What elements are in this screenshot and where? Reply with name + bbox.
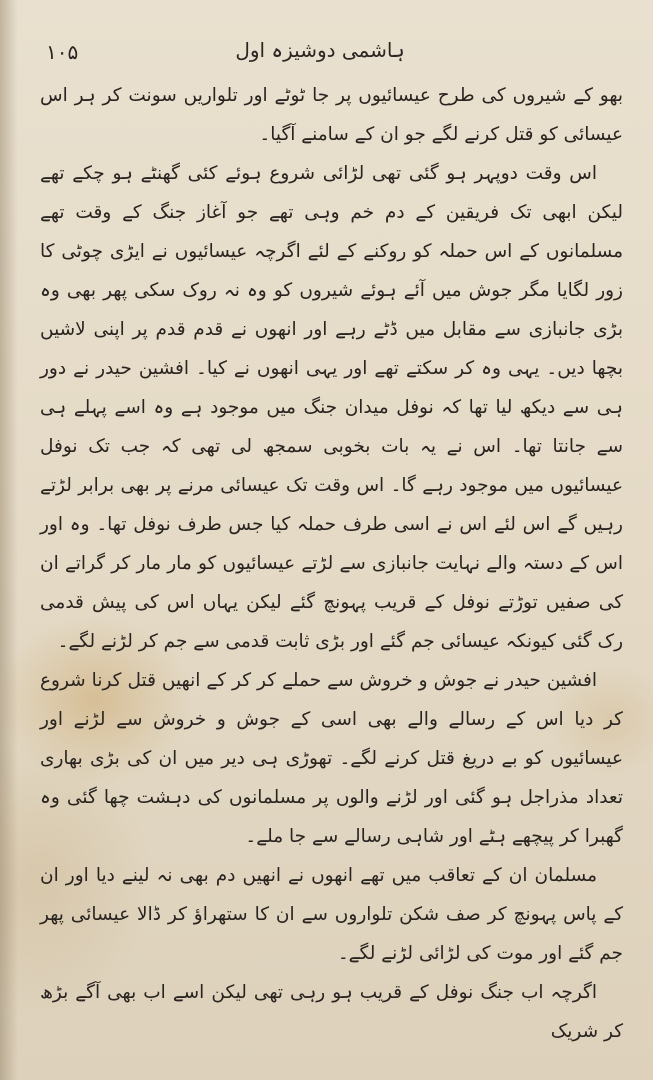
page-binding-shadow xyxy=(0,0,18,1080)
paragraph-2: اس وقت دوپہر ہو گئی تھی لڑائی شروع ہوئے کئی گھنٹے ہو چکے تھے لیکن ابھی تک فریقین کے دم خم وہی تھے جو آغاز جنگ کے وقت تھے مسلمانوں کے اس حملہ کو روکنے کے لئے اگرچہ عیسائیوں نے ایڑی چوٹی کا زور لگایا مگر جوش میں آئے ہوئے شیروں کو وہ نہ روک سکی پھر بھی وہ بڑی جانبازی سے مقابل میں ڈٹے رہے اور انھوں نے قدم قدم پر اپنی لاشیں بچھا دیں۔ یہی وہ کر سکتے تھے اور یہی انھوں نے کیا۔ افشین حیدر نے دور ہی سے دیکھ لیا تھا کہ نوفل میدان جنگ میں موجود ہے وہ اسے پہلے ہی سے جانتا تھا۔ اس نے یہ بات بخوبی سمجھ لی تھی کہ جب تک نوفل عیسائیوں میں موجود رہے گا۔ اس وقت تک عیسائی مرنے پر بھی برابر لڑتے رہیں گے اس لئے اس نے اسی طرف حملہ کیا جس طرف نوفل تھا۔ وہ اور اس کے دستہ والے نہایت جانبازی سے لڑتے عیسائیوں کو مار مار کر گراتے ان کی صفیں توڑتے نوفل کے قریب پہونچ گئے لیکن یہاں اس کی پیش قدمی رک گئی کیونکہ عیسائی جم گئے اور بڑی ثابت قدمی سے جم کر لڑنے لگے۔ xyxy=(40,163,623,652)
body-text xyxy=(40,76,623,1040)
paragraph-1: بھو کے شیروں کی طرح عیسائیوں پر جا ٹوٹے اور تلواریں سونت کر ہر اس عیسائی کو قتل کرنے لگے جو ان کے سامنے آگیا۔ xyxy=(40,85,623,145)
paragraph-4: مسلمان ان کے تعاقب میں تھے انھوں نے انھیں دم بھی نہ لینے دیا اور ان کے پاس پہونچ کر صف شکن تلواروں سے ان کا ستھراؤ کر ڈالا عیسائی پھر جم گئے اور موت کی لڑائی لڑنے لگے۔ xyxy=(40,865,623,964)
page-number: ۱۰۵ xyxy=(46,40,79,64)
paragraph-3: افشین حیدر نے جوش و خروش سے حملے کر کر کے انھیں قتل کرنا شروع کر دیا اس کے رسالے والے بھی اسی کے جوش و خروش سے لڑنے اور عیسائیوں کو بے دریغ قتل کرنے لگے۔ تھوڑی ہی دیر میں ان کی بڑی بھاری تعداد مذراجل ہو گئی اور لڑنے والوں پر مسلمانوں کی دہشت چھا گئی وہ گھبرا کر پیچھے ہٹے اور شاہی رسالے سے جا ملے۔ xyxy=(40,670,623,847)
paragraph-5: اگرچہ اب جنگ نوفل کے قریب ہو رہی تھی لیکن اسے اب بھی آگے بڑھ کر شریک xyxy=(40,982,623,1042)
running-head: ہاشمی دوشیزہ اول xyxy=(235,38,405,62)
